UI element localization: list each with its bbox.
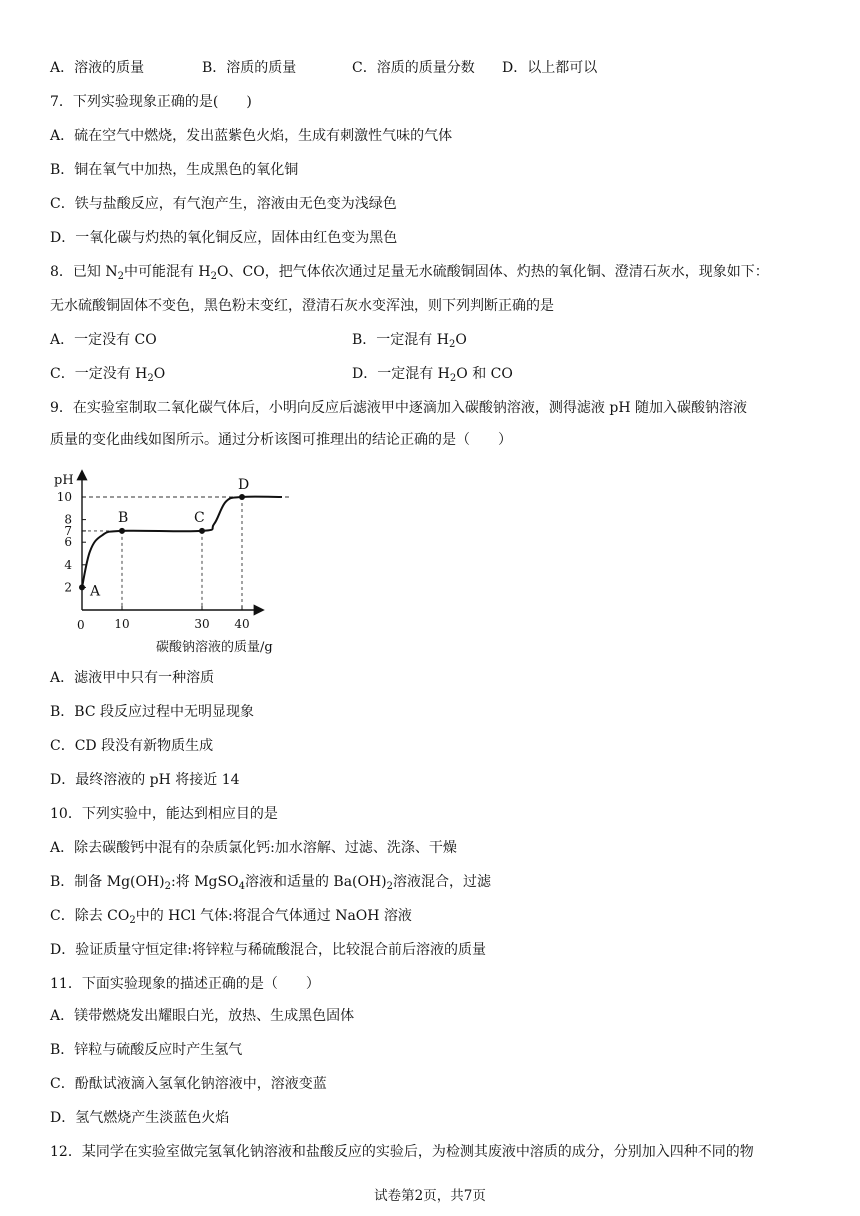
q6-option-c: C．溶质的质量分数 [352,60,475,76]
point-label-a: A [90,583,101,600]
ph-curve [82,497,282,588]
y-tick-label: 6 [64,535,72,550]
y-axis-label: pH [54,473,74,488]
q11-option-b: B．锌粒与硫酸反应时产生氢气 [50,1042,243,1058]
q6-option-b: B．溶质的质量 [202,60,297,76]
q8-option-d: D．一定混有 $H_2O$ 和 CO [352,366,513,384]
q10-stem: 10．下列实验中，能达到相应目的是 [50,806,278,822]
q8-option-a: A．一定没有 CO [50,332,157,348]
q8-stem-line1: 8．已知 $N_2$中可能混有 $H_2O$、CO，把气体依次通过足量无水硫酸铜固体、灼热的氧化铜、澄清石灰水，现象如下： [50,264,769,282]
x-tick-label: 40 [234,617,250,631]
q12-stem: 12．某同学在实验室做完氢氧化钠溶液和盐酸反应的实验后，为检测其废液中溶质的成分，分别加入四种不同的物 [50,1144,754,1160]
data-point-d [239,494,245,500]
q7-stem: 7．下列实验现象正确的是( ) [50,94,252,110]
page-footer: 试卷第2页，共7页 [374,1188,486,1204]
q9-stem-line1: 9．在实验室制取二氧化碳气体后，小明向反应后滤液甲中逐滴加入碳酸钠溶液，测得滤液 pH 随加入碳酸钠溶液 [50,400,747,416]
q11-option-a: A．镁带燃烧发出耀眼白光，放热、生成黑色固体 [50,1008,355,1024]
data-point-a [79,584,85,590]
q6-option-a: A．溶液的质量 [50,60,145,76]
q10-option-a: A．除去碳酸钙中混有的杂质氯化钙:加水溶解、过滤、洗涤、干燥 [50,840,457,856]
q9-option-a: A．滤液甲中只有一种溶质 [50,670,215,686]
q6-option-d: D．以上都可以 [502,60,598,76]
q9-option-b: B．BC 段反应过程中无明显现象 [50,704,254,720]
q10-option-b: B．制备 $Mg(OH)_2$:将 MgSO$_4$溶液和适量的 $Ba(OH)_2$溶液混合，过滤 [50,874,492,892]
q7-option-a: A．硫在空气中燃烧，发出蓝紫色火焰，生成有刺激性气味的气体 [50,128,453,144]
y-tick-label: 4 [64,557,72,572]
point-label-d: D [238,477,250,493]
ph-chart [50,468,310,658]
y-tick-label: 2 [64,580,72,595]
q7-option-c: C．铁与盐酸反应，有气泡产生，溶液由无色变为浅绿色 [50,196,397,212]
q10-option-c: C．除去 $CO_2$中的 HCl 气体:将混合气体通过 NaOH 溶液 [50,908,412,926]
q7-option-d: D．一氧化碳与灼热的氧化铜反应，固体由红色变为黑色 [50,230,398,246]
q9-stem-line2: 质量的变化曲线如图所示。通过分析该图可推理出的结论正确的是（ ） [50,432,512,448]
q10-option-d: D．验证质量守恒定律:将锌粒与稀硫酸混合，比较混合前后溶液的质量 [50,942,486,958]
point-label-c: C [194,509,205,526]
q7-option-b: B．铜在氧气中加热，生成黑色的氧化铜 [50,162,299,178]
q8-option-b: B．一定混有 $H_2O$ [352,332,467,350]
x-tick-label: 30 [194,617,210,631]
q11-option-c: C．酚酞试液滴入氢氧化钠溶液中，溶液变蓝 [50,1076,327,1092]
data-point-c [199,528,205,534]
q8-option-c: C．一定没有 $H_2O$ [50,366,166,384]
y-tick-label: 10 [56,490,72,504]
q9-option-c: C．CD 段没有新物质生成 [50,738,214,754]
point-label-b: B [118,509,129,526]
q11-option-d: D．氢气燃烧产生淡蓝色火焰 [50,1110,230,1126]
q11-stem: 11．下面实验现象的描述正确的是（ ） [50,976,320,992]
q9-option-d: D．最终溶液的 pH 将接近 14 [50,772,240,788]
q8-stem-line2: 无水硫酸铜固体不变色，黑色粉末变红，澄清石灰水变浑浊，则下列判断正确的是 [50,298,554,314]
x-axis-label: 碳酸钠溶液的质量/g [156,640,273,655]
x-tick-label: 10 [114,617,130,631]
y-tick-label: 8 [64,512,72,527]
origin-label: 0 [77,618,85,632]
y-tick-label: 7 [64,523,72,538]
data-point-b [119,528,125,534]
